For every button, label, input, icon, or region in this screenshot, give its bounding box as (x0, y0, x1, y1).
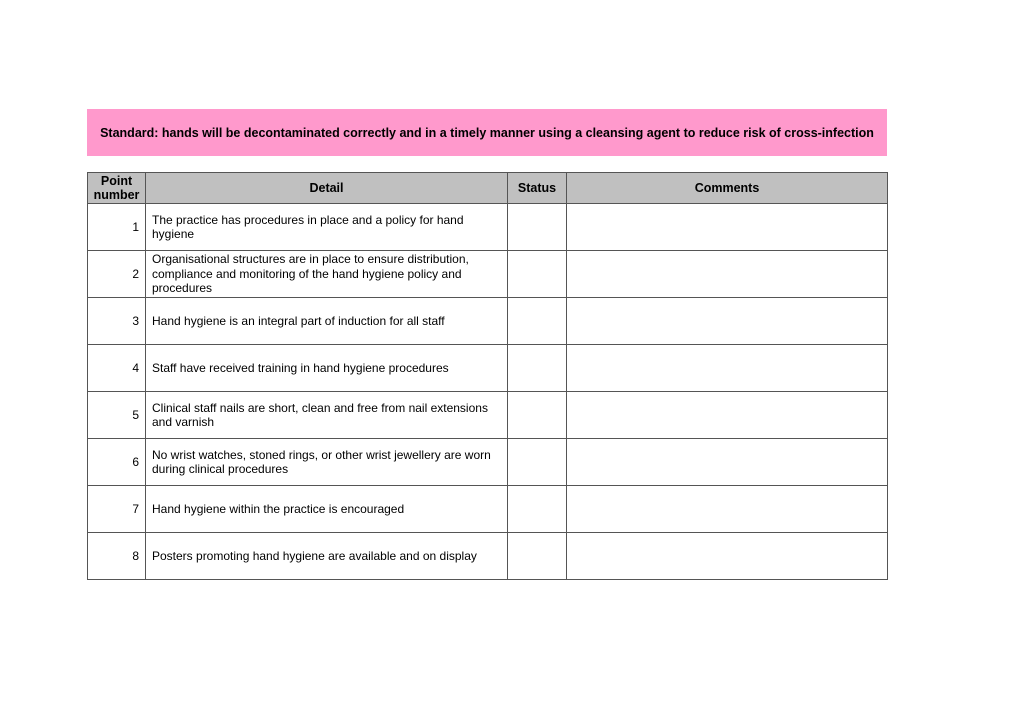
point-number-cell: 5 (88, 392, 146, 439)
table-row (88, 204, 888, 251)
table-row (88, 392, 888, 439)
comments-cell[interactable] (567, 533, 888, 580)
header-comments: Comments (567, 173, 888, 204)
standard-text: Standard: hands will be decontaminated correctly and in a timely manner using a cleansing agent to reduce risk of cross-infection (100, 125, 874, 140)
status-cell[interactable] (508, 392, 567, 439)
detail-cell: The practice has procedures in place and a policy for hand hygiene (146, 204, 508, 251)
table-row (88, 298, 888, 345)
table-row (88, 486, 888, 533)
table-row (88, 251, 888, 298)
point-number-cell: 7 (88, 486, 146, 533)
comments-cell[interactable] (567, 204, 888, 251)
detail-cell: Posters promoting hand hygiene are available and on display (146, 533, 508, 580)
comments-cell[interactable] (567, 345, 888, 392)
status-cell[interactable] (508, 533, 567, 580)
standard-banner (87, 109, 887, 156)
status-cell[interactable] (508, 439, 567, 486)
point-number-cell: 4 (88, 345, 146, 392)
comments-cell[interactable] (567, 439, 888, 486)
detail-cell: Clinical staff nails are short, clean and free from nail extensions and varnish (146, 392, 508, 439)
point-number-cell: 8 (88, 533, 146, 580)
status-cell[interactable] (508, 486, 567, 533)
point-number-cell: 3 (88, 298, 146, 345)
detail-cell: No wrist watches, stoned rings, or other wrist jewellery are worn during clinical procedures (146, 439, 508, 486)
header-detail: Detail (146, 173, 508, 204)
detail-cell: Hand hygiene is an integral part of induction for all staff (146, 298, 508, 345)
audit-table (87, 172, 888, 580)
comments-cell[interactable] (567, 298, 888, 345)
header-point-number: Point number (88, 173, 146, 204)
detail-cell: Hand hygiene within the practice is encouraged (146, 486, 508, 533)
point-number-cell: 1 (88, 204, 146, 251)
detail-cell: Organisational structures are in place to ensure distribution, compliance and monitoring of the hand hygiene policy and procedures (146, 251, 508, 298)
status-cell[interactable] (508, 298, 567, 345)
table-header-row (88, 173, 888, 204)
table-row (88, 345, 888, 392)
status-cell[interactable] (508, 345, 567, 392)
comments-cell[interactable] (567, 486, 888, 533)
detail-cell: Staff have received training in hand hygiene procedures (146, 345, 508, 392)
comments-cell[interactable] (567, 392, 888, 439)
table-row (88, 439, 888, 486)
header-status: Status (508, 173, 567, 204)
status-cell[interactable] (508, 204, 567, 251)
comments-cell[interactable] (567, 251, 888, 298)
point-number-cell: 6 (88, 439, 146, 486)
table-row (88, 533, 888, 580)
status-cell[interactable] (508, 251, 567, 298)
point-number-cell: 2 (88, 251, 146, 298)
